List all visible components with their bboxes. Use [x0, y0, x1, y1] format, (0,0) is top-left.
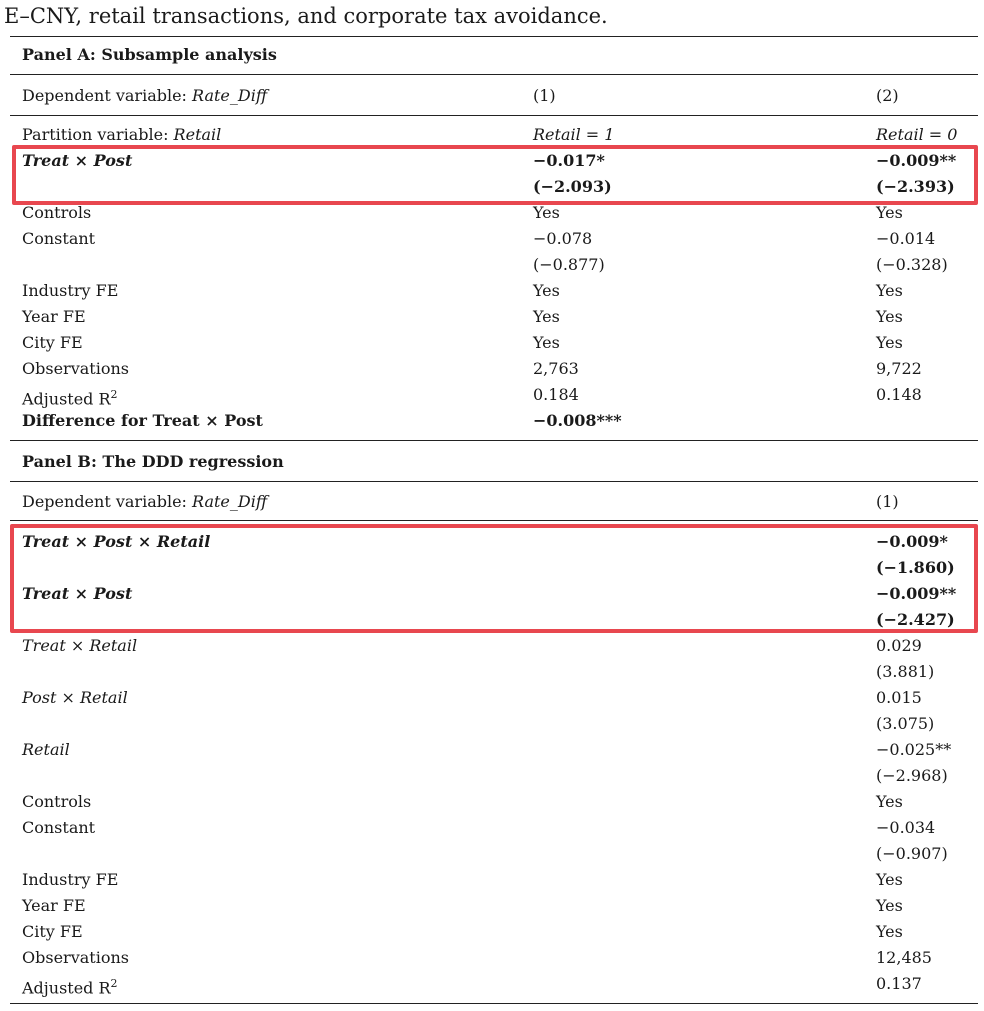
table-row: [0, 737, 984, 763]
panel-b-dep-row: [0, 489, 984, 515]
cell-c2: 12,485: [876, 948, 932, 967]
table-row: [0, 893, 984, 919]
row-label: Observations: [22, 359, 129, 378]
cell-c2: (−2.968): [876, 766, 948, 785]
cell-c2: Yes: [876, 203, 903, 222]
row-label: Adjusted $R^2$: [22, 388, 118, 409]
cell-c1: (−0.877): [533, 255, 605, 274]
cell-c1: Yes: [533, 281, 560, 300]
row-label: Adjusted $R^2$: [22, 977, 118, 998]
table-row: [0, 711, 984, 737]
cell-c2: −0.009**: [876, 584, 957, 603]
row-label: Industry FE: [22, 870, 119, 889]
table-row: [0, 919, 984, 945]
panel-b-top-rule: [10, 440, 978, 441]
table-row: [0, 252, 984, 278]
table-row: [0, 659, 984, 685]
cell-c2: Yes: [876, 281, 903, 300]
cell-c2: (−0.328): [876, 255, 948, 274]
row-label: Controls: [22, 792, 92, 811]
cell-c2: (−2.393): [876, 177, 955, 196]
dep-var-label: Dependent variable: Rate_Diff: [22, 86, 268, 105]
row-label: Industry FE: [22, 281, 119, 300]
cell-c2: (−1.860): [876, 558, 955, 577]
table-row: [0, 815, 984, 841]
row-label: Treat × Post: [22, 151, 133, 170]
cell-c2: Yes: [876, 792, 903, 811]
cell-c2: Yes: [876, 896, 903, 915]
panel-b-title: Panel B: The DDD regression: [22, 452, 284, 471]
cell-c2: (−2.427): [876, 610, 955, 629]
cell-c2: (3.881): [876, 662, 935, 681]
table-row: [0, 763, 984, 789]
partition-label: Partition variable: Retail: [22, 125, 222, 144]
table-row: [0, 789, 984, 815]
row-label: Difference for Treat × Post: [22, 411, 263, 430]
bottom-rule: [10, 1003, 978, 1004]
row-label: Constant: [22, 229, 96, 248]
cell-c2: −0.009**: [876, 151, 957, 170]
table-row: [0, 330, 984, 356]
cell-c1: −0.078: [533, 229, 593, 248]
col-header-1: (1): [533, 86, 556, 105]
row-label: City FE: [22, 333, 83, 352]
partition-c2: Retail = 0: [876, 125, 958, 144]
cell-c2: 0.148: [876, 385, 922, 404]
table-row: [0, 633, 984, 659]
table-row: [0, 356, 984, 382]
cell-c1: 2,763: [533, 359, 579, 378]
row-label: Treat × Retail: [22, 636, 138, 655]
cell-c1: −0.017*: [533, 151, 605, 170]
cell-c2: Yes: [876, 870, 903, 889]
panel-a-header-rule: [10, 115, 978, 116]
highlight-box-panel-a: [12, 145, 978, 205]
table-row: [0, 382, 984, 408]
cell-c2: Yes: [876, 307, 903, 326]
table-row: [0, 867, 984, 893]
cell-c1: (−2.093): [533, 177, 612, 196]
partition-c1: Retail = 1: [533, 125, 615, 144]
cell-c1: −0.008***: [533, 411, 622, 430]
table-row: [0, 408, 984, 434]
table-row: [0, 971, 984, 997]
table-row: [0, 278, 984, 304]
cell-c2: 9,722: [876, 359, 922, 378]
row-label: Treat × Post × Retail: [22, 532, 211, 551]
cell-c1: Yes: [533, 203, 560, 222]
row-label: Controls: [22, 203, 92, 222]
cell-c2: Yes: [876, 922, 903, 941]
table-caption: E–CNY, retail transactions, and corporate tax avoidance.: [4, 4, 608, 28]
highlight-box-panel-b: [10, 524, 978, 633]
table-row: [0, 226, 984, 252]
cell-c1: 0.184: [533, 385, 579, 404]
row-label: Observations: [22, 948, 129, 967]
panel-a-dep-row: [0, 83, 984, 109]
table-row: [0, 304, 984, 330]
panel-b-title-rule: [10, 481, 978, 482]
cell-c2: −0.009*: [876, 532, 948, 551]
row-label: Constant: [22, 818, 96, 837]
cell-c2: 0.029: [876, 636, 922, 655]
panel-b-header-rule: [10, 520, 978, 521]
cell-c2: 0.015: [876, 688, 922, 707]
cell-c2: Yes: [876, 333, 903, 352]
cell-c2: −0.034: [876, 818, 936, 837]
table-row: [0, 841, 984, 867]
cell-c2: −0.014: [876, 229, 936, 248]
panel-a-title-rule: [10, 74, 978, 75]
row-label: Retail: [22, 740, 70, 759]
dep-var-label: Dependent variable: Rate_Diff: [22, 492, 268, 511]
col-header-1: (1): [876, 492, 899, 511]
col-header-2: (2): [876, 86, 899, 105]
row-label: Year FE: [22, 307, 86, 326]
row-label: City FE: [22, 922, 83, 941]
row-label: Post × Retail: [22, 688, 128, 707]
cell-c2: (−0.907): [876, 844, 948, 863]
cell-c2: (3.075): [876, 714, 935, 733]
table-row: [0, 685, 984, 711]
cell-c1: Yes: [533, 333, 560, 352]
row-label: Treat × Post: [22, 584, 133, 603]
cell-c2: −0.025**: [876, 740, 952, 759]
cell-c1: Yes: [533, 307, 560, 326]
table-row: [0, 945, 984, 971]
cell-c2: 0.137: [876, 974, 922, 993]
panel-a-title: Panel A: Subsample analysis: [22, 45, 277, 64]
top-rule: [10, 36, 978, 37]
row-label: Year FE: [22, 896, 86, 915]
